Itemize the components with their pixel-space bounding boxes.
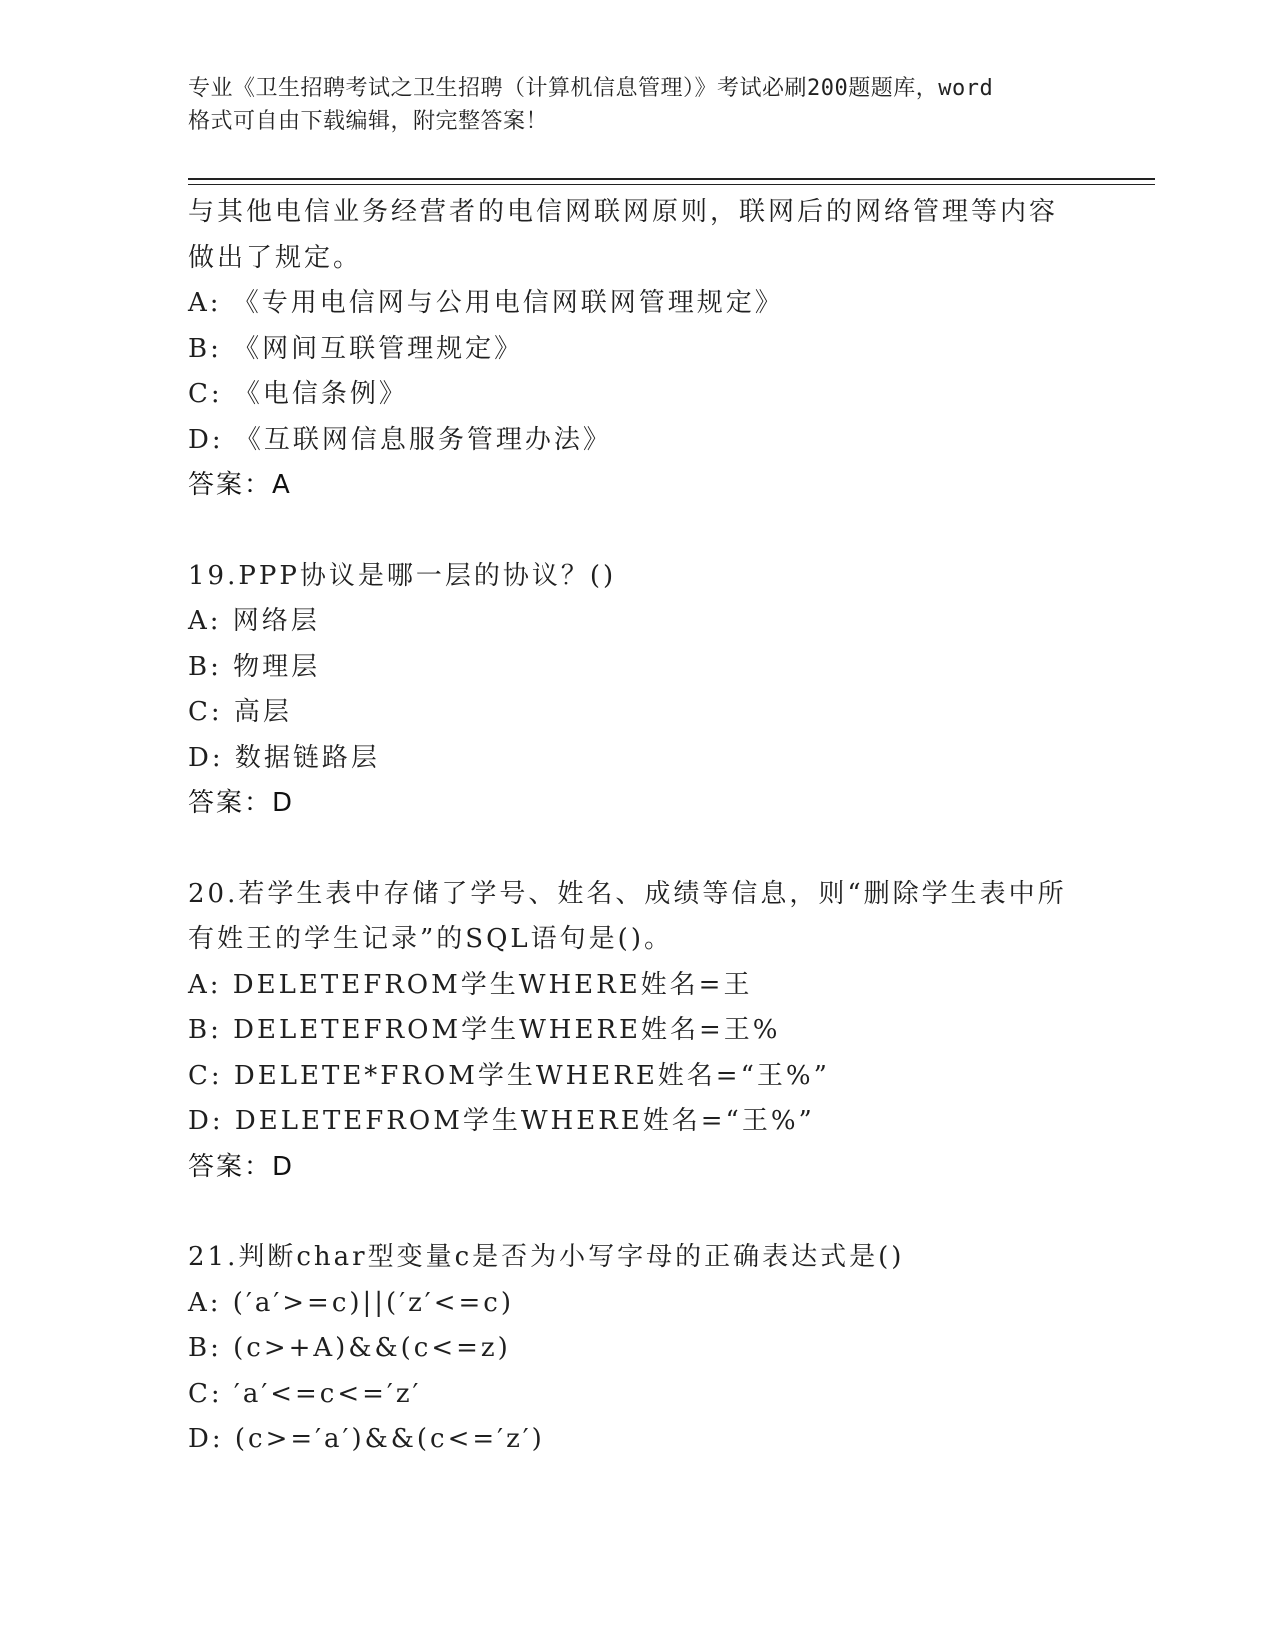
question-18-continued bbox=[188, 190, 1088, 509]
question-text-line: 19.PPP协议是哪一层的协议？() bbox=[188, 560, 617, 591]
header-line-1: 专业《卫生招聘考试之卫生招聘（计算机信息管理）》考试必刷200题题库，word bbox=[188, 76, 994, 101]
question-20 bbox=[188, 872, 1088, 1191]
header-divider-thin bbox=[188, 184, 1155, 185]
option-c: C: DELETE*FROM学生WHERE姓名=“王%” bbox=[188, 1060, 830, 1091]
option-a: A: (′a′>=c)||(′z′<=c) bbox=[188, 1287, 514, 1318]
question-text-line: 20.若学生表中存储了学号、姓名、成绩等信息，则“删除学生表中所 bbox=[188, 878, 1067, 909]
option-a: A: 网络层 bbox=[188, 606, 320, 636]
answer-line: 答案：D bbox=[188, 788, 295, 818]
question-text-line: 与其他电信业务经营者的电信网联网原则，联网后的网络管理等内容 bbox=[188, 197, 1059, 227]
answer-line: 答案：D bbox=[188, 1151, 295, 1182]
option-a: A: DELETEFROM学生WHERE姓名=王 bbox=[188, 969, 753, 1000]
option-c: C: 《电信条例》 bbox=[188, 379, 408, 409]
spacer bbox=[188, 827, 1088, 872]
question-text-line: 做出了规定。 bbox=[188, 242, 363, 273]
option-b: B: 物理层 bbox=[188, 651, 321, 682]
spacer bbox=[188, 1190, 1088, 1235]
option-d: D: 数据链路层 bbox=[188, 742, 380, 773]
document-body bbox=[188, 190, 1088, 1463]
question-text-line: 21.判断char型变量c是否为小写字母的正确表达式是() bbox=[188, 1242, 905, 1272]
option-d: D: DELETEFROM学生WHERE姓名=“王%” bbox=[188, 1106, 815, 1136]
option-b: B: (c>+A)&&(c<=z) bbox=[188, 1333, 511, 1363]
question-text-line: 有姓王的学生记录”的SQL语句是()。 bbox=[188, 924, 673, 954]
option-d: D: (c>=′a′)&&(c<=′z′) bbox=[188, 1424, 545, 1454]
document-header bbox=[188, 72, 1088, 138]
option-c: C: 高层 bbox=[188, 697, 292, 727]
header-line-2: 格式可自由下载编辑，附完整答案！ bbox=[188, 109, 549, 134]
option-d: D: 《互联网信息服务管理办法》 bbox=[188, 424, 612, 455]
option-c: C: ′a′<=c<=′z′ bbox=[188, 1378, 422, 1409]
option-b: B: 《网间互联管理规定》 bbox=[188, 333, 524, 364]
answer-line: 答案：A bbox=[188, 470, 292, 500]
spacer bbox=[188, 509, 1088, 554]
question-21 bbox=[188, 1235, 1088, 1463]
header-divider-thick bbox=[188, 178, 1155, 180]
option-a: A: 《专用电信网与公用电信网联网管理规定》 bbox=[188, 288, 784, 318]
question-19 bbox=[188, 554, 1088, 827]
option-b: B: DELETEFROM学生WHERE姓名=王% bbox=[188, 1015, 781, 1045]
